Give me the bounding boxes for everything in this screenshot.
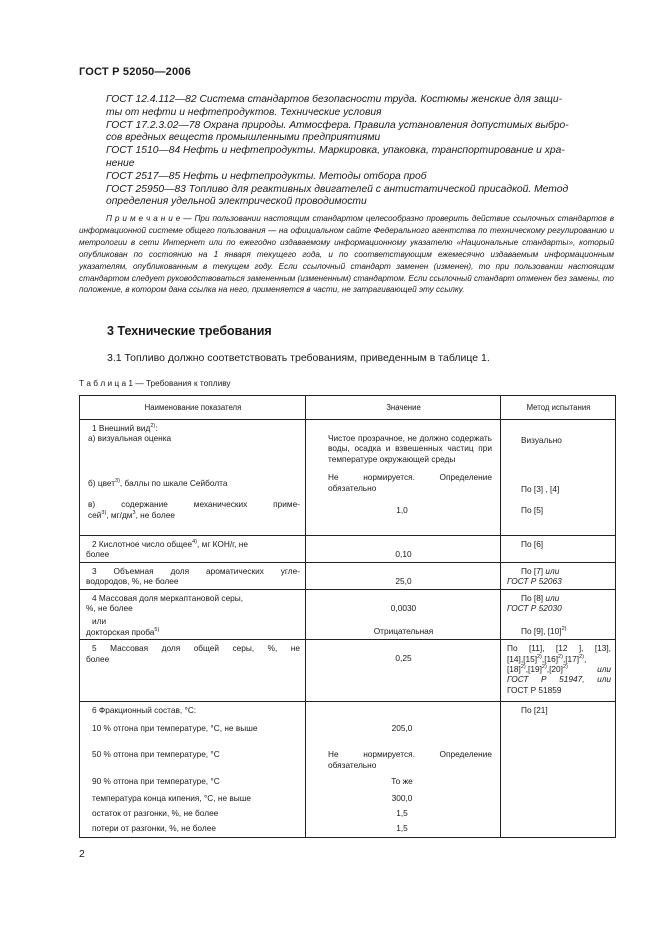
table-header-row: [80, 396, 616, 420]
reference-gost-1510: ГОСТ 1510—84 Нефть и нефтепродукты. Маркировка, упаковка, транспортирование и хра- нение: [106, 145, 565, 169]
value-acid-number: 0,10: [306, 536, 501, 563]
param-mercaptan: 4 Массовая доля меркаптановой серы, %, не более или докторская проба$^{5)}$: [80, 589, 306, 640]
note-paragraph: [79, 213, 614, 296]
method-acid-number: По [6]: [501, 536, 616, 563]
value-fractional: 205,0 Не нормируется. Определение обязательно То же 300,0 1,5 1,5: [306, 702, 501, 837]
table-row-appearance: [80, 420, 616, 536]
param-acid-number: 2 Кислотное число общее$^{4)}$, мг КОН/г, не более: [80, 536, 306, 563]
reference-gost-25950: ГОСТ 25950—83 Топливо для реактивных двигателей с антистатической присадкой. Метод определения удельной электрической проводимости: [106, 183, 569, 208]
param-total-sulfur: 5 Массовая доля общей серы, %, не более: [80, 640, 306, 702]
method-aromatics: По [7] или ГОСТ Р 52063: [501, 562, 616, 589]
value-mercaptan: 0,0030 Отрицательная: [306, 589, 501, 640]
section-title: 3 Технические требования: [107, 324, 272, 338]
table-caption: Т а б л и ц а 1 — Требования к топливу: [79, 378, 231, 388]
requirements-table: [79, 395, 616, 838]
method-fractional: По [21]: [501, 702, 616, 837]
table-row-aromatics: [80, 562, 616, 589]
reference-list: [79, 94, 614, 209]
param-fractional: 6 Фракционный состав, °С: 10 % отгона при температуре, °С, не выше 50 % отгона при температуре, °С 90 % отгона при температуре, °С температура конца кипения, °С, не выше остаток от разгонки, %, не более потери от разгонки, %, не более: [80, 702, 306, 837]
note-text: При пользовании настоящим стандартом целесообразно проверить действие ссылочных стандартов в информационной системе общего пользования — на официальном сайте Федерального агентства по техническому регулированию и метрологии в сети Интернет или по ежегодно издаваемому информационному указателю «Национальные стандарты», который опубликован по состоянию на 1 января текущего года, и по соответствующим ежемесячно издаваемым информационным указателям, опубликованным в текущем году. Если ссылочный стандарт заменен (изменен), то при пользовании настоящим стандартом следует руководствоваться замененным (измененным) стандартом. Если ссылочный стандарт отменен без замены, то положение, в котором дана ссылка на него, применяется в части, не затрагивающей эту ссылку.: [79, 214, 614, 295]
table-row-fractional: [80, 702, 616, 837]
header-parameter: Наименование показателя: [80, 396, 306, 420]
reference-gost-17-2-3-02: ГОСТ 17.2.3.02—78 Охрана природы. Атмосфера. Правила установления допустимых выбро- сов вредных веществ промышленными предприятиями: [106, 119, 569, 144]
header-value: Значение: [306, 396, 501, 420]
section-paragraph: 3.1 Топливо должно соответствовать требованиям, приведенным в таблице 1.: [107, 352, 490, 364]
param-aromatics: 3 Объемная доля ароматических угле- водородов, %, не более: [80, 562, 306, 589]
table-row-total-sulfur: [80, 640, 616, 702]
method-mercaptan: По [8] или ГОСТ Р 52030 По [9], $[10]^{2)}$: [501, 589, 616, 640]
table-row-acid-number: [80, 536, 616, 563]
document-header: ГОСТ Р 52050—2006: [79, 66, 191, 78]
value-appearance: Чистое прозрачное, не должно содержать воды, осадка и взвешенных частиц при температуре окружающей среды Не нормируется. Определение обязательно 1,0: [306, 420, 501, 536]
reference-gost-12-4-112: ГОСТ 12.4.112—82 Система стандартов безопасности труда. Костюмы женские для защи- ты от нефти и нефтепродуктов. Технические условия: [106, 94, 563, 118]
param-appearance: 1 Внешний вид$^{2)}$: а) визуальная оценка б) цвет$^{3)}$, баллы по шкале Сейболта в) содержание механических приме- сей$^{3)}$, $мг/дм^3$, не более: [80, 420, 306, 536]
method-appearance: Визуально По [3] , [4] По [5]: [501, 420, 616, 536]
table-row-mercaptan: [80, 589, 616, 640]
reference-gost-2517: ГОСТ 2517—85 Нефть и нефтепродукты. Методы отбора проб: [106, 170, 427, 182]
header-method: Метод испытания: [501, 396, 616, 420]
method-total-sulfur: По [11], [12 ], [13], $[14],[15]^{2)},[16]^{2)},[17]^{2)}$, $[18]^{2)},[19]^{2)},[20]^{2)}$ или ГОСТ Р 51947, или ГОСТ Р 51859: [501, 640, 616, 702]
value-total-sulfur: 0,25: [306, 640, 501, 702]
note-label: П р и м е ч а н и е —: [106, 214, 192, 223]
page-number: 2: [79, 848, 85, 860]
value-aromatics: 25,0: [306, 562, 501, 589]
